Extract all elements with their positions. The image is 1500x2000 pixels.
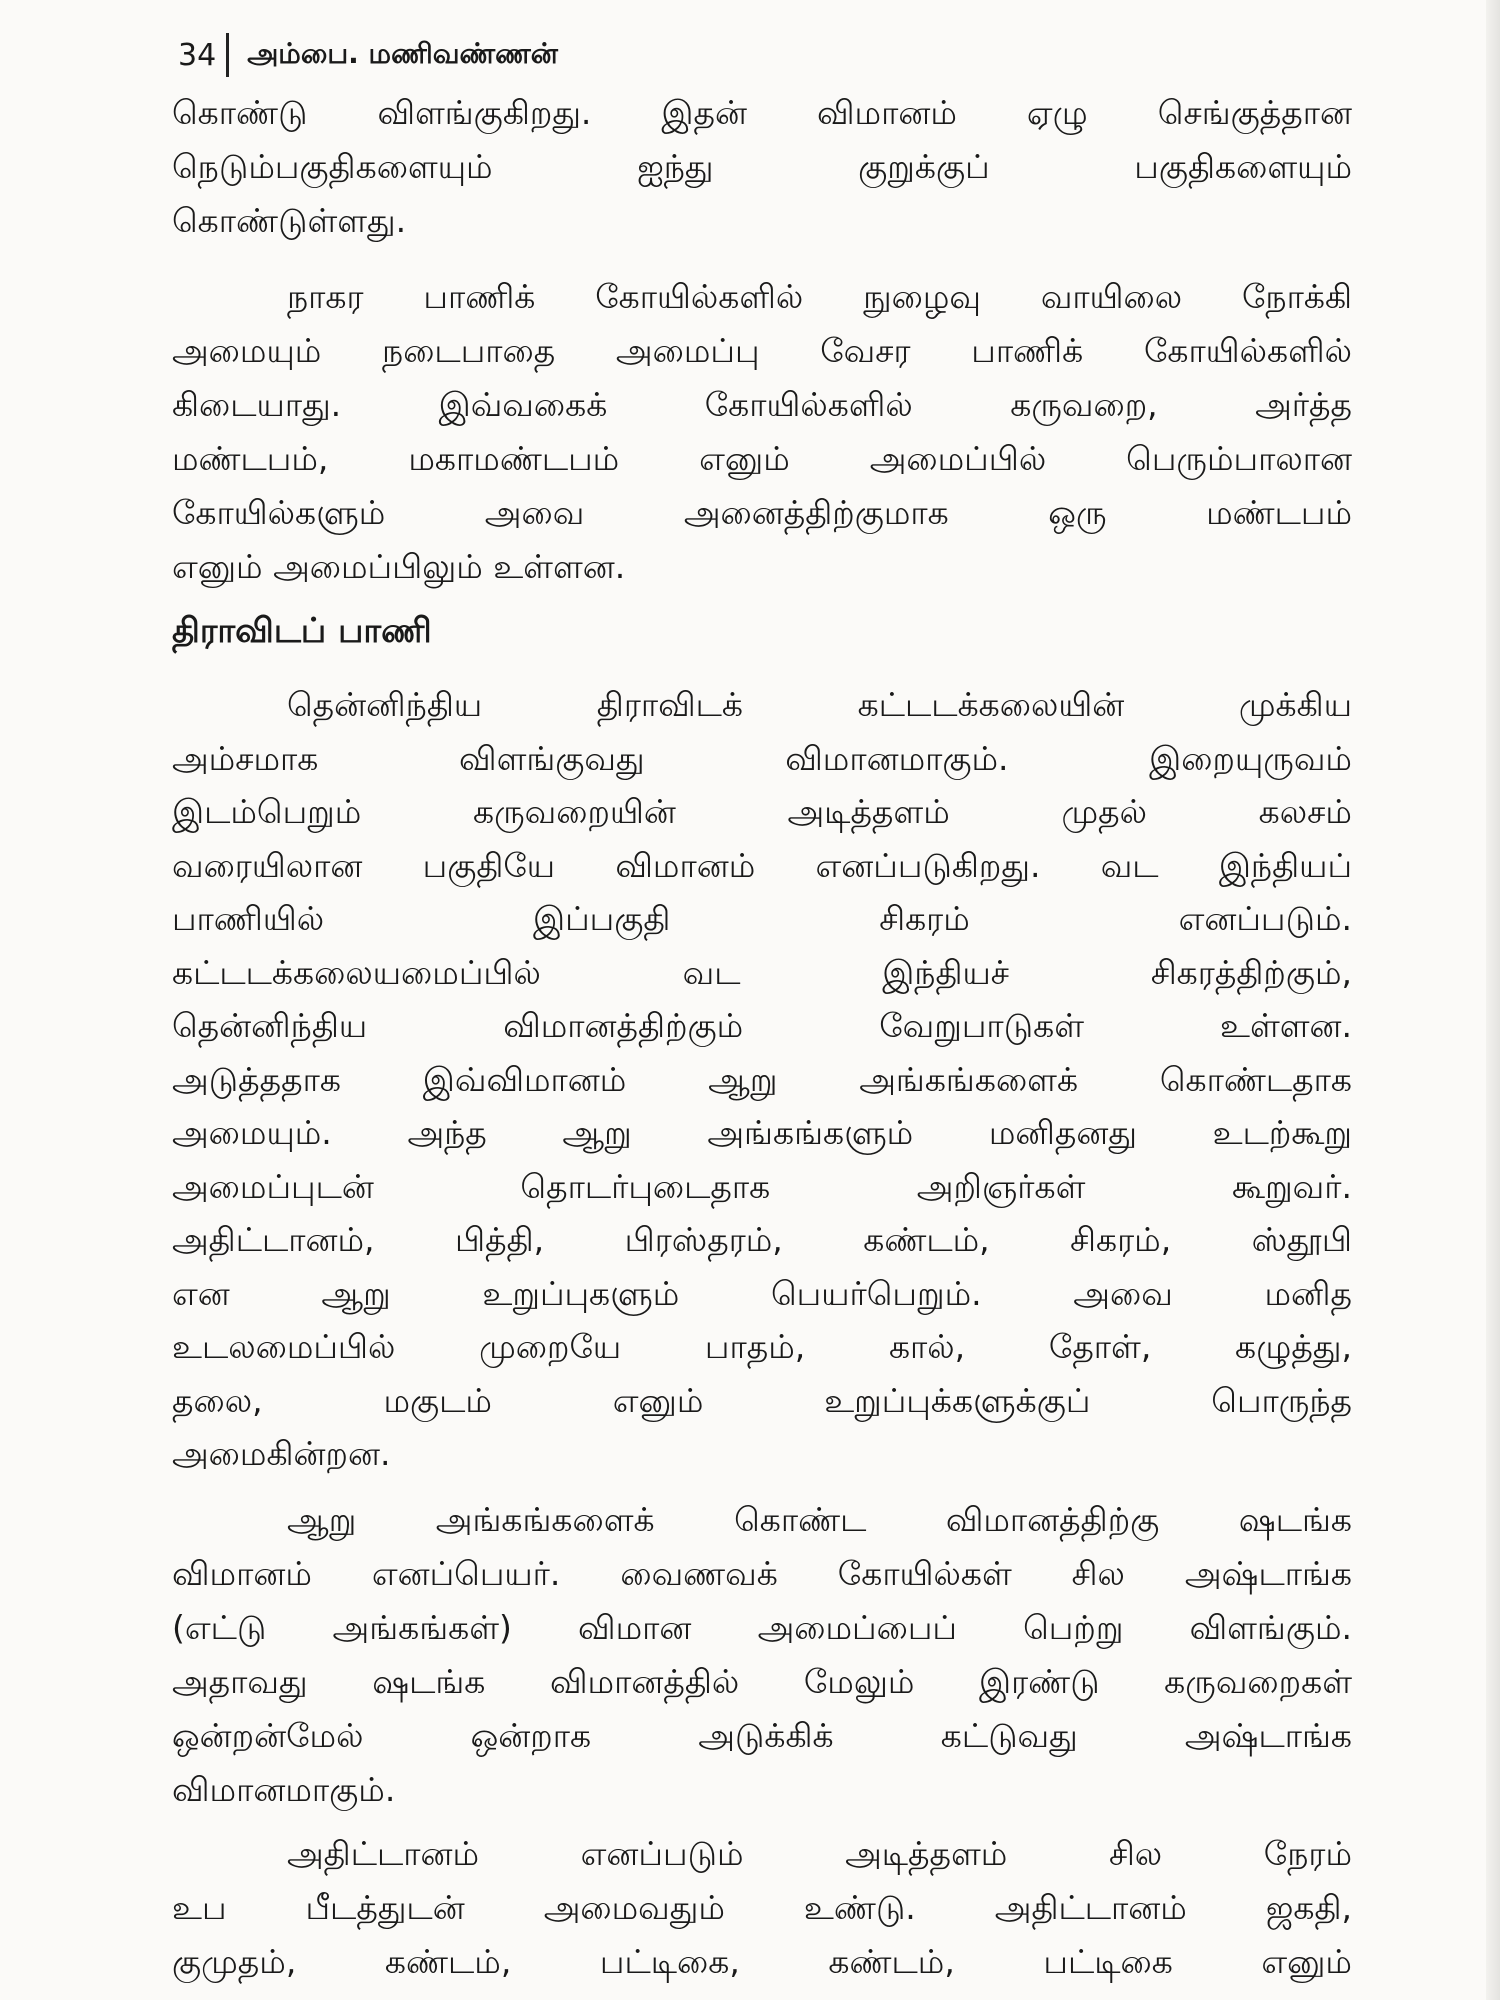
section-heading: திராவிடப் பாணி [172, 611, 432, 651]
text-line: (எட்டு அங்கங்கள்) விமான அமைப்பைப் பெற்று விளங்கும். [172, 1608, 1352, 1647]
text-line: கொண்டு விளங்குகிறது. இதன் விமானம் ஏழு செங்குத்தான [172, 93, 1352, 132]
text-line: நாகர பாணிக் கோயில்களில் நுழைவு வாயிலை நோக்கி [287, 277, 1352, 316]
text-line: கோயில்களும் அவை அனைத்திற்குமாக ஒரு மண்டபம் [172, 493, 1352, 532]
text-line: கிடையாது. இவ்வகைக் கோயில்களில் கருவறை, அர்த்த [172, 385, 1352, 424]
text-line: இடம்பெறும் கருவறையின் அடித்தளம் முதல் கலசம் [172, 792, 1352, 831]
text-line: அமையும். அந்த ஆறு அங்கங்களும் மனிதனது உடற்கூறு [172, 1113, 1352, 1152]
paragraph [172, 678, 1352, 1481]
text-line: உடலமைப்பில் முறையே பாதம், கால், தோள், கழுத்து, [172, 1327, 1352, 1366]
text-line: ஒன்றன்மேல் ஒன்றாக அடுக்கிக் கட்டுவது அஷ்டாங்க [172, 1716, 1352, 1755]
text-line: நெடும்பகுதிகளையும் ஐந்து குறுக்குப் பகுதிகளையும் [172, 147, 1352, 186]
text-line: தலை, மகுடம் எனும் உறுப்புக்களுக்குப் பொருந்த [172, 1380, 1352, 1420]
text-line: அம்சமாக விளங்குவது விமானமாகும். இறையுருவம் [172, 738, 1352, 778]
text-line: எனும் அமைப்பிலும் உள்ளன. [172, 547, 626, 586]
text-line: ஆறு அங்கங்களைக் கொண்ட விமானத்திற்கு ஷடங்க [287, 1500, 1352, 1539]
text-line: மண்டபம், மகாமண்டபம் எனும் அமைப்பில் பெரும்பாலான [172, 439, 1352, 478]
text-line: தென்னிந்திய விமானத்திற்கும் வேறுபாடுகள் உள்ளன. [172, 1006, 1352, 1045]
paragraph [172, 1827, 1352, 1989]
page-number: 34 [178, 37, 217, 73]
paragraph [172, 1493, 1352, 1817]
text-line: குமுதம், கண்டம், பட்டிகை, கண்டம், பட்டிகை எனும் [172, 1942, 1352, 1981]
text-line: கட்டடக்கலையமைப்பில் வட இந்தியச் சிகரத்திற்கும், [172, 952, 1352, 992]
text-line: அடுத்ததாக இவ்விமானம் ஆறு அங்கங்களைக் கொண்டதாக [172, 1059, 1352, 1099]
text-line: வரையிலான பகுதியே விமானம் எனப்படுகிறது. வட இந்தியப் [172, 845, 1352, 885]
text-line: விமானமாகும். [172, 1770, 396, 1809]
paragraph [172, 86, 1352, 248]
text-line: அமையும் நடைபாதை அமைப்பு வேசர பாணிக் கோயில்களில் [172, 331, 1352, 370]
running-header [178, 30, 558, 80]
text-line: அதாவது ஷடங்க விமானத்தில் மேலும் இரண்டு கருவறைகள் [172, 1662, 1352, 1701]
text-line: அமைப்புடன் தொடர்புடைதாக அறிஞர்கள் கூறுவர். [172, 1166, 1352, 1206]
paragraph [172, 270, 1352, 594]
text-line: தென்னிந்திய திராவிடக் கட்டடக்கலையின் முக்கிய [287, 685, 1352, 724]
text-line: பாணியில் இப்பகுதி சிகரம் எனப்படும். [172, 899, 1352, 938]
text-line: அமைகின்றன. [172, 1434, 391, 1473]
text-line: என ஆறு உறுப்புகளும் பெயர்பெறும். அவை மனித [172, 1273, 1352, 1313]
text-line: விமானம் எனப்பெயர். வைணவக் கோயில்கள் சில அஷ்டாங்க [172, 1554, 1352, 1593]
text-line: அதிட்டானம் எனப்படும் அடித்தளம் சில நேரம் [287, 1834, 1352, 1873]
header-divider [226, 33, 229, 77]
running-title: அம்பை. மணிவண்ணன் [247, 36, 558, 70]
text-line: அதிட்டானம், பித்தி, பிரஸ்தரம், கண்டம், சிகரம், ஸ்தூபி [172, 1220, 1352, 1259]
text-line: உப பீடத்துடன் அமைவதும் உண்டு. அதிட்டானம் ஜகதி, [172, 1888, 1352, 1927]
page-edge-shadow [1486, 0, 1500, 2000]
text-line: கொண்டுள்ளது. [172, 201, 407, 240]
